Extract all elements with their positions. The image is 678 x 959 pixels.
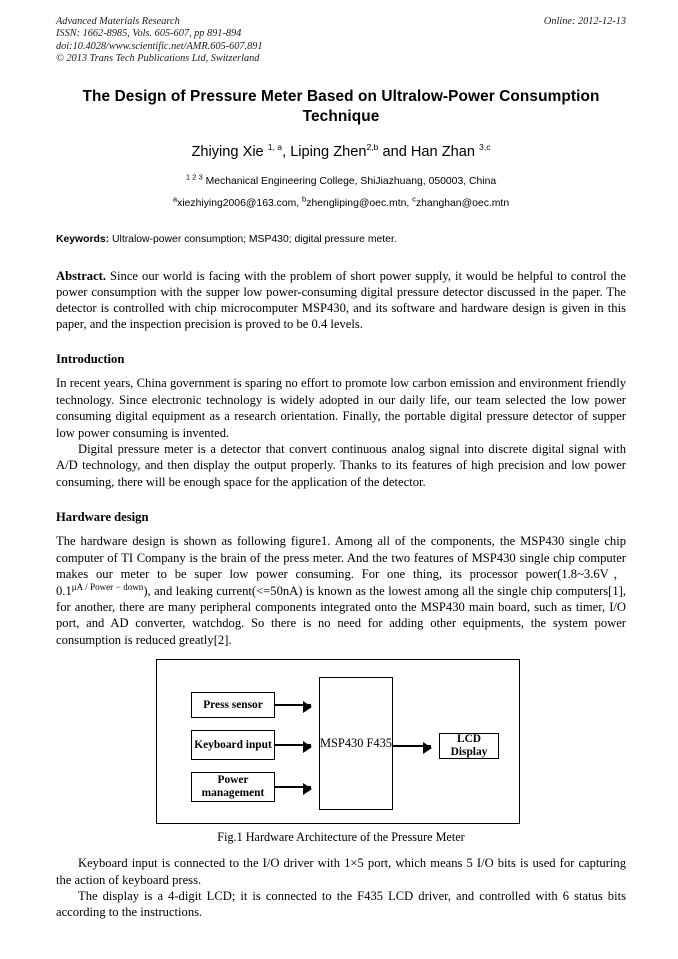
figure-1-caption: Fig.1 Hardware Architecture of the Pressure Meter [217,830,465,845]
author-separator-2: and [378,143,411,160]
journal-copyright-line: © 2013 Trans Tech Publications Ltd, Switzerland [56,53,260,65]
email-a: xiezhiying2006@163.com, [177,197,303,209]
journal-header [56,16,626,66]
arrow-press-sensor-to-mcu [275,704,311,706]
section-heading-introduction: Introduction [56,352,125,367]
author-separator-1: , [282,143,291,160]
diagram-box-lcd-display: LCD Display [439,733,499,759]
email-c: zhanghan@oec.mtn [415,197,510,209]
diagram-box-mcu: MSP430 F435 [319,677,393,810]
after-figure-paragraph-2: The display is a 4-digit LCD; it is connected to the F435 LCD driver, and controlled with 6 status bits according to the instructions. [56,888,626,920]
diagram-box-keyboard-input: Keyboard input [191,730,275,760]
journal-name: Advanced Materials Research [56,16,180,27]
hardware-paragraph-1 [56,533,626,648]
diagram-box-power-management: Power management [191,772,275,802]
abstract-paragraph [56,268,626,333]
journal-doi-line: doi:10.4028/www.scientific.net/AMR.605-607.891 [56,40,263,52]
author-1-affiliation-marker: 1, a [267,141,283,152]
author-3-affiliation-marker: 3,c [479,141,491,152]
journal-issn-line: ISSN: 1662-8985, Vols. 605-607, pp 891-894 [56,28,242,40]
email-line [56,196,626,211]
introduction-paragraph-2: Digital pressure meter is a detector that convert continuous analog signal into discrete digital signal with A/D technology, and then display the output properly. Thanks to its features of high precision and low power consuming, there will be enough space for the application of the detector. [56,442,626,489]
inline-formula-power-down: μA / Power − down [71,581,144,592]
keywords-label: Keywords: [56,233,110,245]
affiliation-marker: 1 2 3 [185,172,203,182]
arrow-keyboard-input-to-mcu [275,744,311,746]
online-date: Online: 2012-12-13 [543,16,626,27]
paper-title: The Design of Pressure Meter Based on Ultralow-Power Consumption Technique [82,87,600,125]
abstract-label: Abstract. [56,268,107,283]
abstract-text: Since our world is facing with the problem of short power supply, it would be helpful to control the power consumption with the supper low power-consuming digital pressure detector discussed in the paper. The detector is controlled with chip microcomputer MSP430, and its software and hardware design is given in this paper, and the inspection precision is proved to be 0.4 levels. [56,268,626,332]
author-2-name: Liping Zhen [290,143,367,160]
after-figure-paragraph-1: Keyboard input is connected to the I/O driver with 1×5 port, which means 5 I/O bits is used for capturing the action of keyboard press. [56,856,626,887]
affiliation-line [56,174,626,189]
email-b-marker: b [302,194,307,204]
arrow-mcu-to-lcd-display [393,745,431,747]
page-content [56,16,626,921]
figure-1-frame [156,659,520,824]
author-1-name: Zhiying Xie [191,143,268,160]
introduction-paragraph-1: In recent years, China government is sparing no effort to promote low carbon emission and environment friendly technology. Since electronic technology is widely adopted in our daily life, our team selected the low power consuming digital equipment as a research orientation. Finally, the portable digital pressure detector of supper low power consuming is invented. [56,376,626,440]
author-3-name: Han Zhan [410,143,480,160]
diagram-box-press-sensor: Press sensor [191,692,275,718]
arrow-power-management-to-mcu [275,786,311,788]
email-c-marker: c [412,194,416,204]
figure-1 [56,659,626,855]
section-heading-hardware-design: Hardware design [56,510,149,525]
affiliation-text: Mechanical Engineering College, ShiJiazhuang, 050003, China [202,175,497,187]
keywords-text: Ultralow-power consumption; MSP430; digital pressure meter. [109,233,397,245]
hardware-paragraph-1-part2: ), and leaking current(<=50nA) is known as the lowest among all the single chip computers[1], for another, there are many peripheral components integrated onto the MSP430 main board, such as timer, I/O port, and AD converter, watchdog. So there is no need for adding other equipments, the system power consumption is reduced greatly[2]. [56,583,627,647]
keywords-line [56,233,626,247]
author-list [56,143,626,161]
author-2-affiliation-marker: 2,b [366,141,379,152]
email-b: zhengliping@oec.mtn, [306,197,413,209]
hardware-paragraph-1-part1: The hardware design is shown as following figure1. Among all of the components, the MSP430 single chip computer of TI Company is the brain of the press meter. And the two features of MSP430 single chip computer makes our meter to be super low power consuming. For one thing, its processor power(1.8~3.6V， 0.1 [56,534,626,598]
email-a-marker: a [172,194,178,204]
